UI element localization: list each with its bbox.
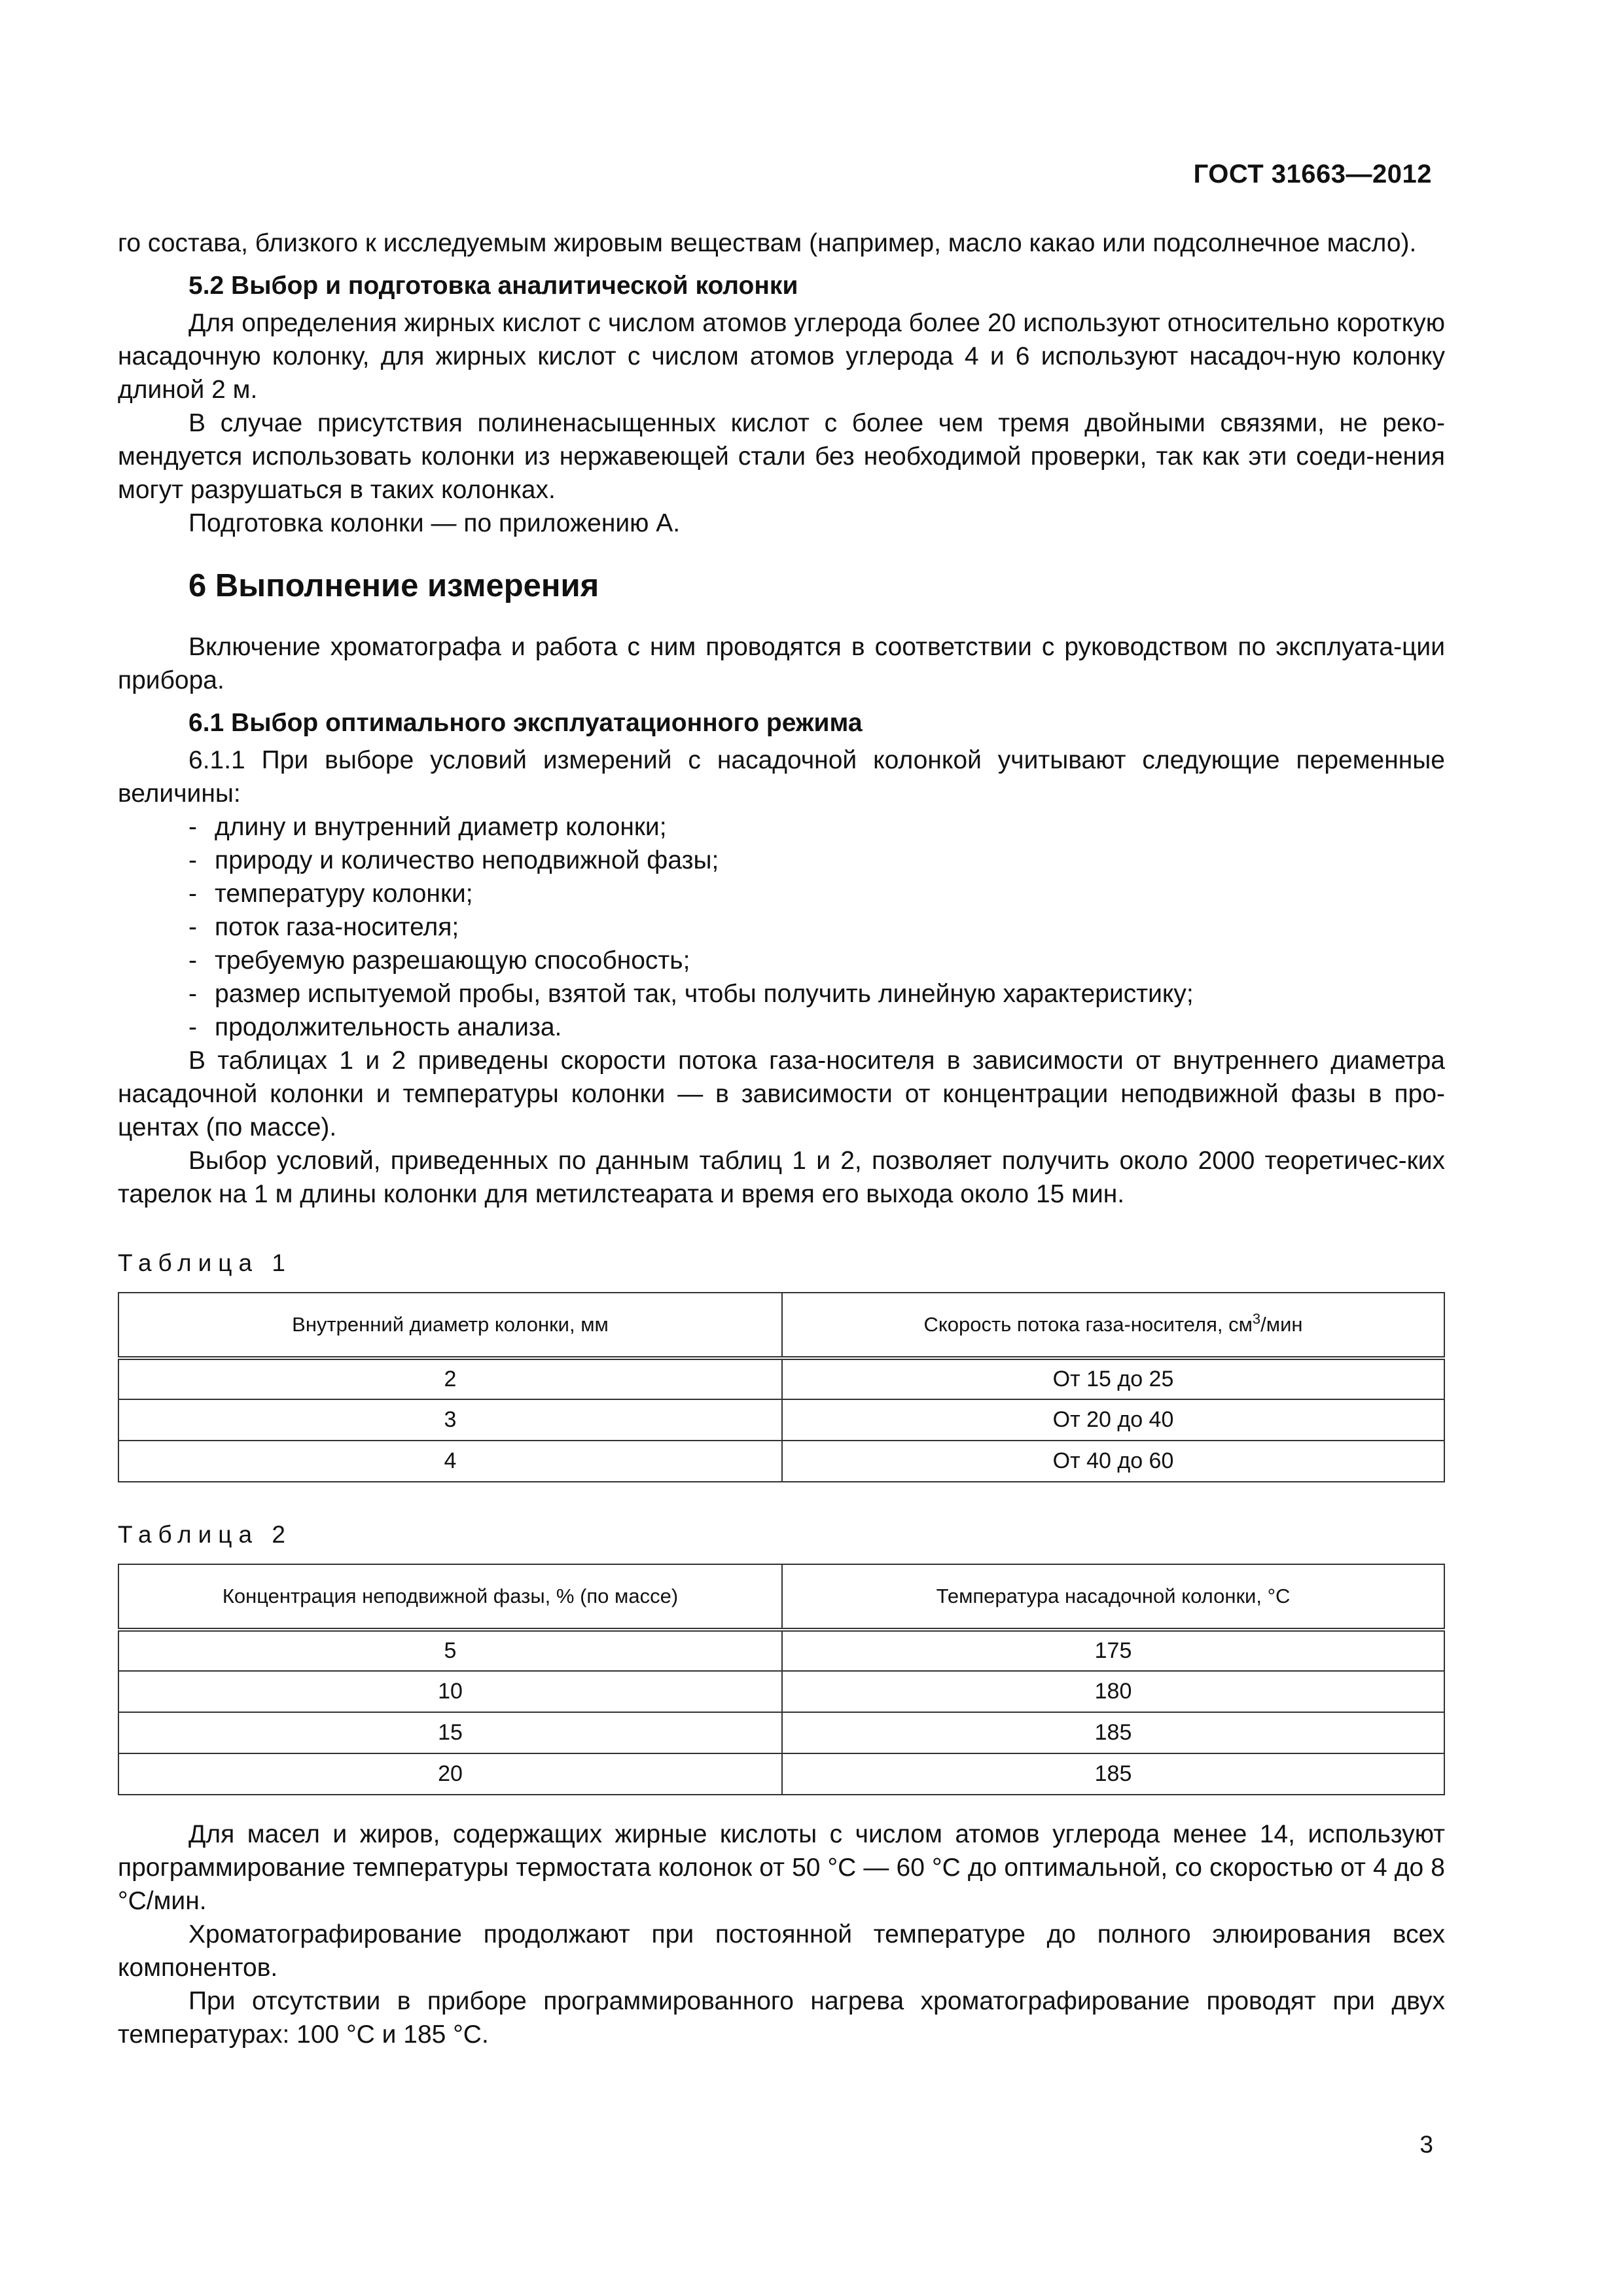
table-header-cell: Скорость потока газа-носителя, $см^3$/мин (782, 1293, 1444, 1358)
paragraph: Подготовка колонки — по приложению А. (188, 509, 681, 537)
table-cell: 185 (782, 1753, 1444, 1795)
list-item: - продолжительность анализа. (188, 1013, 562, 1041)
paragraph: Для определения жирных кислот с числом атомов углерода более 20 используют относительно короткую насадочную колонку, для жирных кислот с числом атомов углерода 4 и 6 используют насадоч-ную колонку длиной 2 м. (118, 309, 1445, 404)
table-cell: 180 (782, 1671, 1444, 1712)
paragraph: В таблицах 1 и 2 приведены скорости потока газа-носителя в зависимости от внутреннего диаметра насадочной колонки и температуры колонки — в зависимости от концентрации неподвижной фазы в про-центах (по массе). (118, 1047, 1445, 1141)
subsection-heading-5-2: 5.2 Выбор и подготовка аналитической колонки (188, 272, 798, 300)
list-item: - размер испытуемой пробы, взятой так, чтобы получить линейную характеристику; (188, 980, 1194, 1008)
list-item: - поток газа-носителя; (188, 913, 459, 941)
table-1 (118, 1292, 1445, 1482)
subsection-heading-6-1: 6.1 Выбор оптимального эксплуатационного режима (188, 709, 863, 737)
paragraph: В случае присутствия полиненасыщенных кислот с более чем тремя двойными связями, не реко-мендуется использовать колонки из нержавеющей стали без необходимой проверки, так как эти соеди-нения могут разрушаться в таких колонках. (118, 409, 1445, 504)
table-cell: 20 (118, 1753, 782, 1795)
table-cell: 5 (118, 1630, 782, 1671)
list-item: - требуемую разрешающую способность; (188, 946, 690, 975)
page-number: 3 (1419, 2131, 1433, 2158)
paragraph: 6.1.1 При выборе условий измерений с насадочной колонкой учитывают следующие переменные величины: (118, 746, 1445, 808)
paragraph: Для масел и жиров, содержащих жирные кислоты с числом атомов углерода менее 14, используют программирование температуры термостата колонок от 50 °С — 60 °С до оптимальной, со скоростью от 4 до 8 °С/мин. (118, 1820, 1445, 1915)
table-cell: 2 (118, 1358, 782, 1399)
list-item: - температуру колонки; (188, 880, 473, 908)
standard-code: ГОСТ 31663—2012 (1193, 160, 1432, 188)
table-1-caption: Таблица 1 (118, 1249, 292, 1276)
table-row (118, 1441, 1444, 1482)
paragraph: Хроматографирование продолжают при постоянной температуре до полного элюирования всех компонентов. (118, 1920, 1445, 1982)
list-item: - длину и внутренний диаметр колонки; (188, 813, 667, 841)
table-cell: 4 (118, 1441, 782, 1482)
table-header-cell: Концентрация неподвижной фазы, % (по массе) (118, 1564, 782, 1630)
table-row (118, 1671, 1444, 1712)
table-cell: 3 (118, 1399, 782, 1441)
table-header-cell: Внутренний диаметр колонки, мм (118, 1293, 782, 1358)
table-2-caption: Таблица 2 (118, 1521, 292, 1548)
paragraph: При отсутствии в приборе программированного нагрева хроматографирование проводят при двух температурах: 100 °С и 185 °С. (118, 1987, 1445, 2049)
table-cell: 185 (782, 1712, 1444, 1753)
table-header-cell: Температура насадочной колонки, °С (782, 1564, 1444, 1630)
table-row (118, 1753, 1444, 1795)
paragraph: Включение хроматографа и работа с ним проводятся в соответствии с руководством по эксплуата-ции прибора. (118, 633, 1445, 694)
variables-list (118, 810, 1445, 1044)
list-item: - природу и количество неподвижной фазы; (188, 846, 719, 874)
table-row (118, 1399, 1444, 1441)
document-body (118, 226, 1445, 2051)
table-row (118, 1712, 1444, 1753)
table-cell: От 40 до 60 (782, 1441, 1444, 1482)
table-cell: 10 (118, 1671, 782, 1712)
table-cell: 15 (118, 1712, 782, 1753)
table-cell: От 20 до 40 (782, 1399, 1444, 1441)
table-2 (118, 1564, 1445, 1795)
paragraph-continuation: го состава, близкого к исследуемым жировым веществам (например, масло какао или подсолнечное масло). (118, 229, 1417, 257)
section-heading-6: 6 Выполнение измерения (188, 568, 599, 603)
table-cell: 175 (782, 1630, 1444, 1671)
table-row (118, 1358, 1444, 1399)
table-cell: От 15 до 25 (782, 1358, 1444, 1399)
paragraph: Выбор условий, приведенных по данным таблиц 1 и 2, позволяет получить около 2000 теоретичес-ких тарелок на 1 м длины колонки для метилстеарата и время его выхода около 15 мин. (118, 1147, 1445, 1208)
table-row (118, 1630, 1444, 1671)
